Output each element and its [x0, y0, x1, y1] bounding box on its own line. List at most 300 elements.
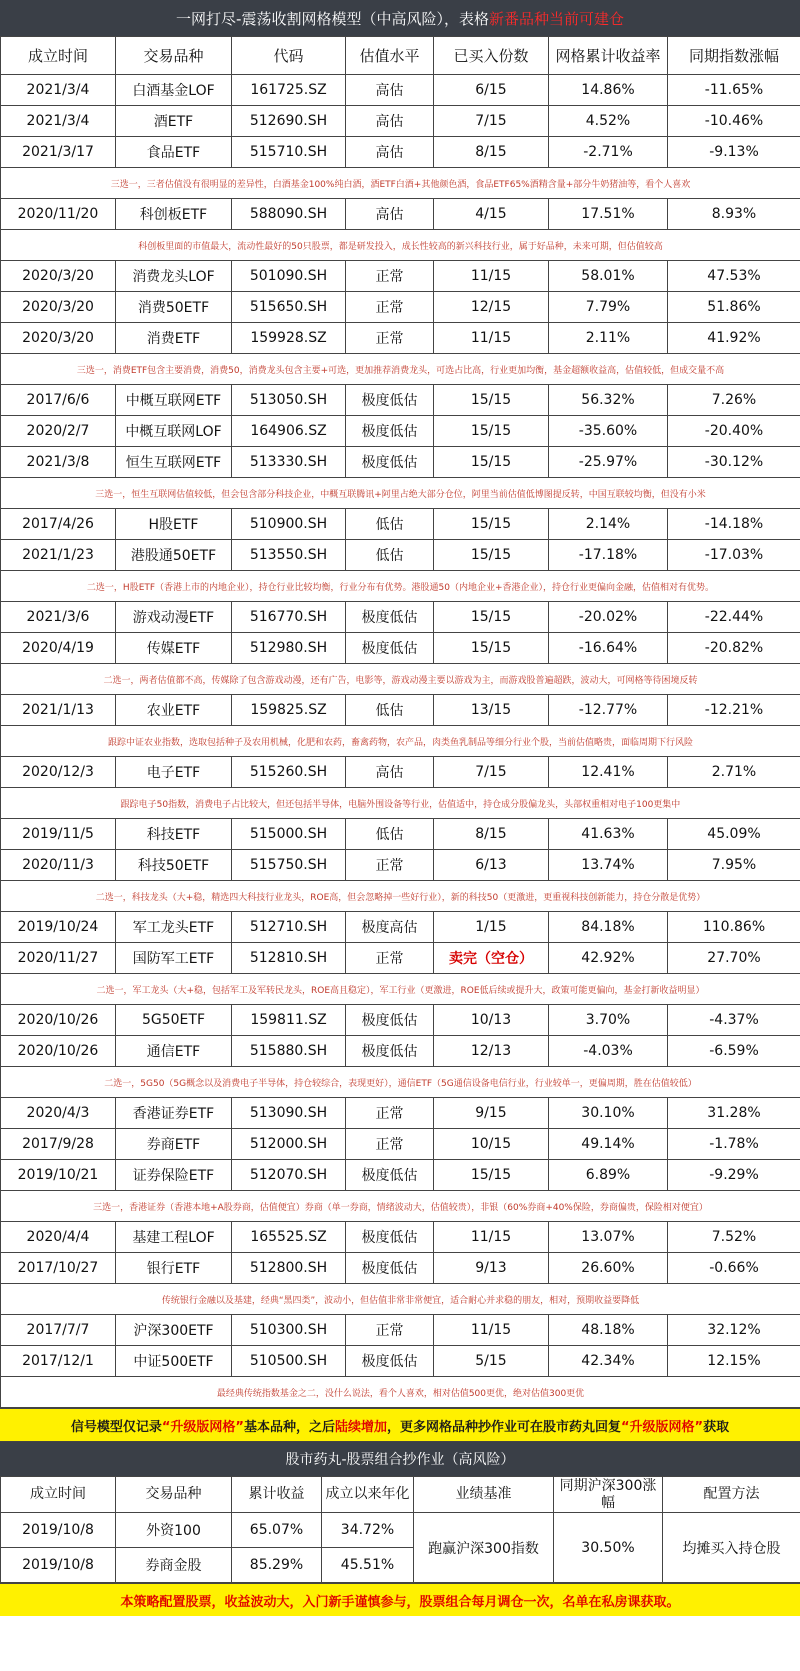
cell-bought: 13/15 — [434, 695, 549, 726]
cell-name: 酒ETF — [116, 106, 232, 137]
cell-return: 7.79% — [549, 292, 668, 323]
cell-code: 513050.SH — [232, 385, 346, 416]
cell-bought: 15/15 — [434, 385, 549, 416]
cell-return: 41.63% — [549, 819, 668, 850]
cell-name: 传媒ETF — [116, 633, 232, 664]
cell-name: 通信ETF — [116, 1036, 232, 1067]
cell-name: 科技ETF — [116, 819, 232, 850]
cell-annual: 45.51% — [322, 1548, 414, 1583]
cell-date: 2021/1/23 — [1, 540, 116, 571]
cell-return: 42.34% — [549, 1346, 668, 1377]
note-row — [1, 664, 800, 695]
col-header: 交易品种 — [116, 37, 232, 75]
title-text: 一网打尽-震荡收割网格模型（中高风险），表格 — [176, 9, 489, 28]
cell-date: 2020/11/3 — [1, 850, 116, 881]
group-note: 二选一，H股ETF（香港上市的内地企业），持仓行业比较均衡，行业分布有优势。港股通50（内地企业+香港企业），持仓行业更偏向金融，估值相对有优势。 — [1, 571, 800, 602]
table-row — [1, 137, 800, 168]
cell-return: 13.74% — [549, 850, 668, 881]
cell-index: -6.59% — [668, 1036, 800, 1067]
cell-name: 证券保险ETF — [116, 1160, 232, 1191]
cell-code: 588090.SH — [232, 199, 346, 230]
cell-valuation: 极度高估 — [346, 912, 434, 943]
cell-bought: 15/15 — [434, 633, 549, 664]
cell-bought: 12/13 — [434, 1036, 549, 1067]
cell-index: 51.86% — [668, 292, 800, 323]
cell-index: 7.26% — [668, 385, 800, 416]
portfolio-table — [0, 1476, 800, 1583]
cell-date: 2020/3/20 — [1, 261, 116, 292]
cell-name: 消费龙头LOF — [116, 261, 232, 292]
cell-valuation: 极度低估 — [346, 1253, 434, 1284]
cell-return: 84.18% — [549, 912, 668, 943]
table-row — [1, 633, 800, 664]
footer-warning: 本策略配置股票，收益波动大，入门新手谨慎参与，股票组合每月调仓一次，名单在私房课获取。 — [0, 1583, 800, 1616]
cell-benchmark: 跑赢沪深300指数 — [414, 1513, 554, 1583]
cell-code: 516770.SH — [232, 602, 346, 633]
cell-name: 白酒基金LOF — [116, 75, 232, 106]
cell-date: 2020/12/3 — [1, 757, 116, 788]
cell-date: 2017/12/1 — [1, 1346, 116, 1377]
cell-valuation: 极度低估 — [346, 1160, 434, 1191]
cell-index: -20.40% — [668, 416, 800, 447]
cell-code: 165525.SZ — [232, 1222, 346, 1253]
cell-date: 2021/3/17 — [1, 137, 116, 168]
cell-name: 银行ETF — [116, 1253, 232, 1284]
group-note: 传统银行金融以及基建，经典“黑四类”，波动小，但估值非常非常便宜，适合耐心并求稳的朋友，相对，预期收益要降低 — [1, 1284, 800, 1315]
cell-bought: 11/15 — [434, 1315, 549, 1346]
cell-bought: 15/15 — [434, 540, 549, 571]
cell-return: 48.18% — [549, 1315, 668, 1346]
cell-date: 2021/3/4 — [1, 75, 116, 106]
cell-return: 30.10% — [549, 1098, 668, 1129]
cell-bought: 8/15 — [434, 819, 549, 850]
note-row — [1, 571, 800, 602]
cell-name: 农业ETF — [116, 695, 232, 726]
cell-bought: 9/13 — [434, 1253, 549, 1284]
cell-code: 513090.SH — [232, 1098, 346, 1129]
portfolio-row — [1, 1513, 800, 1548]
col-header: 配置方法 — [663, 1477, 800, 1513]
cell-date: 2019/10/8 — [1, 1513, 116, 1548]
signal-text: ，更多网格品种抄作业可在股市药丸回复 — [387, 1419, 622, 1435]
table-row — [1, 199, 800, 230]
cell-date: 2021/3/8 — [1, 447, 116, 478]
cell-index: -1.78% — [668, 1129, 800, 1160]
table-row — [1, 1036, 800, 1067]
cell-valuation: 极度低估 — [346, 1005, 434, 1036]
group-note: 跟踪中证农业指数，选取包括种子及农用机械，化肥和农药，畜禽药物，农产品，肉类鱼乳制品等细分行业个股，当前估值略贵，面临周期下行风险 — [1, 726, 800, 757]
group-note: 三选一，消费ETF包含主要消费，消费50，消费龙头包含主要+可选，更加推荐消费龙头，可选占比高，行业更加均衡，基金超额收益高，估值较低，但成交量不高 — [1, 354, 800, 385]
cell-index: 41.92% — [668, 323, 800, 354]
cell-return: 2.11% — [549, 323, 668, 354]
note-row — [1, 230, 800, 261]
cell-code: 513330.SH — [232, 447, 346, 478]
cell-valuation: 正常 — [346, 261, 434, 292]
group-note: 二选一，5G50（5G概念以及消费电子半导体，持仓较综合，表现更好），通信ETF（5G通信设备电信行业，行业较单一，更偏周期，胜在估值较低） — [1, 1067, 800, 1098]
portfolio-title: 股市药丸-股票组合抄作业（高风险） — [0, 1442, 800, 1476]
table-row — [1, 1253, 800, 1284]
cell-code: 510300.SH — [232, 1315, 346, 1346]
cell-name: 国防军工ETF — [116, 943, 232, 974]
table-row — [1, 416, 800, 447]
table-row — [1, 1346, 800, 1377]
cell-date: 2017/4/26 — [1, 509, 116, 540]
cell-valuation: 低估 — [346, 819, 434, 850]
cell-date: 2017/10/27 — [1, 1253, 116, 1284]
cell-date: 2020/2/7 — [1, 416, 116, 447]
cell-valuation: 正常 — [346, 850, 434, 881]
cell-return: -20.02% — [549, 602, 668, 633]
cell-return: 56.32% — [549, 385, 668, 416]
cell-bought: 7/15 — [434, 106, 549, 137]
group-note: 二选一，两者估值都不高，传媒除了包含游戏动漫，还有广告，电影等，游戏动漫主要以游戏为主，而游戏股普遍超跌，波动大，可网格等待困境反转 — [1, 664, 800, 695]
cell-return: 3.70% — [549, 1005, 668, 1036]
cell-code: 515880.SH — [232, 1036, 346, 1067]
table-row — [1, 1315, 800, 1346]
cell-valuation: 正常 — [346, 1315, 434, 1346]
cell-return: 49.14% — [549, 1129, 668, 1160]
cell-index: 45.09% — [668, 819, 800, 850]
cell-code: 164906.SZ — [232, 416, 346, 447]
cell-bought: 卖完（空仓） — [434, 943, 549, 974]
cell-date: 2020/3/20 — [1, 323, 116, 354]
table-row — [1, 1005, 800, 1036]
cell-code: 515650.SH — [232, 292, 346, 323]
cell-code: 515710.SH — [232, 137, 346, 168]
cell-name: H股ETF — [116, 509, 232, 540]
cell-name: 券商金股 — [116, 1548, 232, 1583]
cell-code: 513550.SH — [232, 540, 346, 571]
cell-valuation: 高估 — [346, 137, 434, 168]
col-header: 成立时间 — [1, 37, 116, 75]
cell-name: 港股通50ETF — [116, 540, 232, 571]
cell-name: 科创板ETF — [116, 199, 232, 230]
cell-index: 110.86% — [668, 912, 800, 943]
cell-valuation: 正常 — [346, 943, 434, 974]
table-row — [1, 106, 800, 137]
cell-name: 消费ETF — [116, 323, 232, 354]
cell-name: 5G50ETF — [116, 1005, 232, 1036]
cell-return: 42.92% — [549, 943, 668, 974]
cell-bought: 9/15 — [434, 1098, 549, 1129]
title-highlight: 新番品种当前可建仓 — [488, 9, 624, 28]
cell-index: 32.12% — [668, 1315, 800, 1346]
cell-date: 2020/4/19 — [1, 633, 116, 664]
cell-valuation: 低估 — [346, 695, 434, 726]
cell-index: 27.70% — [668, 943, 800, 974]
table-row — [1, 695, 800, 726]
table-row — [1, 385, 800, 416]
cell-date: 2019/11/5 — [1, 819, 116, 850]
note-row — [1, 1377, 800, 1408]
cell-valuation: 正常 — [346, 1098, 434, 1129]
grid-header-row — [1, 37, 800, 75]
note-row — [1, 881, 800, 912]
cell-bought: 15/15 — [434, 416, 549, 447]
col-header: 代码 — [232, 37, 346, 75]
cell-index: 7.52% — [668, 1222, 800, 1253]
cell-return: -35.60% — [549, 416, 668, 447]
cell-code: 159811.SZ — [232, 1005, 346, 1036]
cell-return: 6.89% — [549, 1160, 668, 1191]
cell-valuation: 低估 — [346, 540, 434, 571]
cell-name: 外资100 — [116, 1513, 232, 1548]
cell-name: 中概互联网LOF — [116, 416, 232, 447]
cell-valuation: 正常 — [346, 323, 434, 354]
col-header: 估值水平 — [346, 37, 434, 75]
signal-text: 基本品种，之后 — [243, 1419, 335, 1435]
table-row — [1, 75, 800, 106]
group-note: 三选一，香港证券（香港本地+A股券商，估值便宜）券商（单一券商，情绪波动大，估值较贵），非银（60%券商+40%保险，券商偏贵，保险相对便宜） — [1, 1191, 800, 1222]
table-row — [1, 447, 800, 478]
signal-highlight: 陆续增加 — [334, 1419, 387, 1435]
col-header: 累计收益 — [232, 1477, 322, 1513]
cell-valuation: 高估 — [346, 199, 434, 230]
table-row — [1, 819, 800, 850]
table-row — [1, 1098, 800, 1129]
cell-date: 2020/10/26 — [1, 1036, 116, 1067]
cell-code: 510500.SH — [232, 1346, 346, 1377]
cell-date: 2020/11/20 — [1, 199, 116, 230]
note-row — [1, 1191, 800, 1222]
cell-index: -30.12% — [668, 447, 800, 478]
cell-code: 512980.SH — [232, 633, 346, 664]
cell-index: -20.82% — [668, 633, 800, 664]
cell-bought: 11/15 — [434, 261, 549, 292]
cell-code: 510900.SH — [232, 509, 346, 540]
cell-bought: 6/15 — [434, 75, 549, 106]
cell-bought: 6/13 — [434, 850, 549, 881]
cell-bought: 11/15 — [434, 1222, 549, 1253]
cell-date: 2017/9/28 — [1, 1129, 116, 1160]
cell-code: 161725.SZ — [232, 75, 346, 106]
cell-index: -10.46% — [668, 106, 800, 137]
cell-index: -9.29% — [668, 1160, 800, 1191]
cell-method: 均摊买入持仓股 — [663, 1513, 800, 1583]
cell-valuation: 极度低估 — [346, 416, 434, 447]
note-row — [1, 974, 800, 1005]
cell-date: 2019/10/24 — [1, 912, 116, 943]
cell-return: 14.86% — [549, 75, 668, 106]
cell-valuation: 极度低估 — [346, 1036, 434, 1067]
table-row — [1, 292, 800, 323]
cell-date: 2021/3/6 — [1, 602, 116, 633]
cell-return: 26.60% — [549, 1253, 668, 1284]
cell-bought: 10/15 — [434, 1129, 549, 1160]
cell-valuation: 极度低估 — [346, 602, 434, 633]
cell-code: 515750.SH — [232, 850, 346, 881]
cell-date: 2017/6/6 — [1, 385, 116, 416]
table-row — [1, 323, 800, 354]
cell-valuation: 极度低估 — [346, 633, 434, 664]
table-row — [1, 757, 800, 788]
cell-bought: 15/15 — [434, 509, 549, 540]
cell-date: 2020/4/3 — [1, 1098, 116, 1129]
cell-bought: 7/15 — [434, 757, 549, 788]
col-header: 同期沪深300涨幅 — [554, 1477, 663, 1513]
signal-text: 获取 — [703, 1419, 730, 1435]
cell-valuation: 高估 — [346, 757, 434, 788]
cell-return: -17.18% — [549, 540, 668, 571]
page-title — [0, 0, 800, 36]
group-note: 最经典传统指数基金之二，没什么说法，看个人喜欢，相对估值500更优，绝对估值300更优 — [1, 1377, 800, 1408]
note-row — [1, 168, 800, 199]
cell-name: 科技50ETF — [116, 850, 232, 881]
cell-cum: 65.07% — [232, 1513, 322, 1548]
cell-code: 501090.SH — [232, 261, 346, 292]
signal-highlight: “升级版网格” — [161, 1419, 244, 1435]
portfolio-header-row — [1, 1477, 800, 1513]
table-row — [1, 1129, 800, 1160]
cell-index: 31.28% — [668, 1098, 800, 1129]
cell-code: 512000.SH — [232, 1129, 346, 1160]
cell-name: 中证500ETF — [116, 1346, 232, 1377]
cell-valuation: 极度低估 — [346, 1222, 434, 1253]
cell-valuation: 高估 — [346, 106, 434, 137]
cell-valuation: 极度低估 — [346, 1346, 434, 1377]
cell-valuation: 正常 — [346, 1129, 434, 1160]
cell-annual: 34.72% — [322, 1513, 414, 1548]
cell-index: 12.15% — [668, 1346, 800, 1377]
cell-date: 2019/10/21 — [1, 1160, 116, 1191]
col-header: 交易品种 — [116, 1477, 232, 1513]
signal-text: 信号模型仅记录 — [70, 1419, 162, 1435]
cell-index: -22.44% — [668, 602, 800, 633]
table-row — [1, 912, 800, 943]
cell-index: -17.03% — [668, 540, 800, 571]
cell-date: 2020/11/27 — [1, 943, 116, 974]
col-header: 成立以来年化 — [322, 1477, 414, 1513]
cell-code: 512710.SH — [232, 912, 346, 943]
cell-bought: 11/15 — [434, 323, 549, 354]
note-row — [1, 478, 800, 509]
cell-index: -0.66% — [668, 1253, 800, 1284]
signal-highlight: “升级版网格” — [621, 1419, 704, 1435]
cell-return: 2.14% — [549, 509, 668, 540]
col-header: 成立时间 — [1, 1477, 116, 1513]
group-note: 三选一，三者估值没有很明显的差异性，白酒基金100%纯白酒，酒ETF白酒+其他颜色酒，食品ETF65%酒精含量+部分牛奶猪油等，看个人喜欢 — [1, 168, 800, 199]
cell-return: 58.01% — [549, 261, 668, 292]
cell-code: 159928.SZ — [232, 323, 346, 354]
cell-code: 512800.SH — [232, 1253, 346, 1284]
cell-index: -4.37% — [668, 1005, 800, 1036]
cell-index: 8.93% — [668, 199, 800, 230]
cell-valuation: 极度低估 — [346, 385, 434, 416]
cell-index: -9.13% — [668, 137, 800, 168]
cell-date: 2020/3/20 — [1, 292, 116, 323]
cell-hs300: 30.50% — [554, 1513, 663, 1583]
table-row — [1, 943, 800, 974]
note-row — [1, 1067, 800, 1098]
table-row — [1, 602, 800, 633]
cell-name: 沪深300ETF — [116, 1315, 232, 1346]
table-row — [1, 1222, 800, 1253]
cell-return: -4.03% — [549, 1036, 668, 1067]
cell-name: 食品ETF — [116, 137, 232, 168]
cell-return: 4.52% — [549, 106, 668, 137]
cell-return: -16.64% — [549, 633, 668, 664]
grid-table — [0, 36, 800, 1408]
table-row — [1, 1160, 800, 1191]
cell-bought: 8/15 — [434, 137, 549, 168]
cell-index: -14.18% — [668, 509, 800, 540]
cell-bought: 15/15 — [434, 602, 549, 633]
cell-code: 512070.SH — [232, 1160, 346, 1191]
cell-date: 2017/7/7 — [1, 1315, 116, 1346]
cell-date: 2021/1/13 — [1, 695, 116, 726]
cell-name: 香港证券ETF — [116, 1098, 232, 1129]
grid-body — [1, 75, 800, 1408]
note-row — [1, 354, 800, 385]
table-row — [1, 509, 800, 540]
group-note: 跟踪电子50指数，消费电子占比较大，但还包括半导体，电脑外围设备等行业，估值适中，持仓成分股偏龙头，头部权重相对电子100更集中 — [1, 788, 800, 819]
cell-code: 515260.SH — [232, 757, 346, 788]
cell-date: 2021/3/4 — [1, 106, 116, 137]
note-row — [1, 1284, 800, 1315]
note-row — [1, 726, 800, 757]
cell-bought: 15/15 — [434, 447, 549, 478]
cell-bought: 15/15 — [434, 1160, 549, 1191]
cell-name: 游戏动漫ETF — [116, 602, 232, 633]
cell-code: 512690.SH — [232, 106, 346, 137]
cell-bought: 1/15 — [434, 912, 549, 943]
cell-name: 军工龙头ETF — [116, 912, 232, 943]
cell-date: 2020/4/4 — [1, 1222, 116, 1253]
col-header: 业绩基准 — [414, 1477, 554, 1513]
table-row — [1, 850, 800, 881]
group-note: 二选一，科技龙头（大+稳，精选四大科技行业龙头，ROE高，但会忽略掉一些好行业），新的科技50（更激进，更重视科技创新能力，持仓分散是优势） — [1, 881, 800, 912]
col-header: 同期指数涨幅 — [668, 37, 800, 75]
cell-date: 2020/10/26 — [1, 1005, 116, 1036]
cell-name: 电子ETF — [116, 757, 232, 788]
col-header: 已买入份数 — [434, 37, 549, 75]
cell-bought: 10/13 — [434, 1005, 549, 1036]
cell-index: -12.21% — [668, 695, 800, 726]
cell-cum: 85.29% — [232, 1548, 322, 1583]
cell-name: 恒生互联网ETF — [116, 447, 232, 478]
cell-index: -11.65% — [668, 75, 800, 106]
cell-name: 基建工程LOF — [116, 1222, 232, 1253]
cell-return: 12.41% — [549, 757, 668, 788]
group-note: 二选一，军工龙头（大+稳，包括军工及军转民龙头，ROE高且稳定），军工行业（更激进，ROE低后续或提升大，政策可能更偏向，基金打新收益明显） — [1, 974, 800, 1005]
cell-bought: 12/15 — [434, 292, 549, 323]
cell-valuation: 极度低估 — [346, 447, 434, 478]
group-note: 科创板里面的市值最大，流动性最好的50只股票，都是研发投入，成长性较高的新兴科技行业，属于好品种，未来可期，但估值较高 — [1, 230, 800, 261]
cell-return: -2.71% — [549, 137, 668, 168]
cell-name: 券商ETF — [116, 1129, 232, 1160]
cell-valuation: 正常 — [346, 292, 434, 323]
cell-code: 512810.SH — [232, 943, 346, 974]
cell-date: 2019/10/8 — [1, 1548, 116, 1583]
cell-index: 7.95% — [668, 850, 800, 881]
note-row — [1, 788, 800, 819]
group-note: 三选一，恒生互联网估值较低，但会包含部分科技企业，中概互联腾讯+阿里占绝大部分仓位，阿里当前估值低博图提反转，中国互联较均衡，但没有小米 — [1, 478, 800, 509]
signal-bar — [0, 1408, 800, 1442]
cell-code: 515000.SH — [232, 819, 346, 850]
cell-return: 17.51% — [549, 199, 668, 230]
cell-valuation: 低估 — [346, 509, 434, 540]
cell-bought: 4/15 — [434, 199, 549, 230]
cell-index: 47.53% — [668, 261, 800, 292]
cell-return: 13.07% — [549, 1222, 668, 1253]
table-row — [1, 261, 800, 292]
cell-index: 2.71% — [668, 757, 800, 788]
col-header: 网格累计收益率 — [549, 37, 668, 75]
table-row — [1, 540, 800, 571]
cell-bought: 5/15 — [434, 1346, 549, 1377]
cell-valuation: 高估 — [346, 75, 434, 106]
cell-name: 消费50ETF — [116, 292, 232, 323]
